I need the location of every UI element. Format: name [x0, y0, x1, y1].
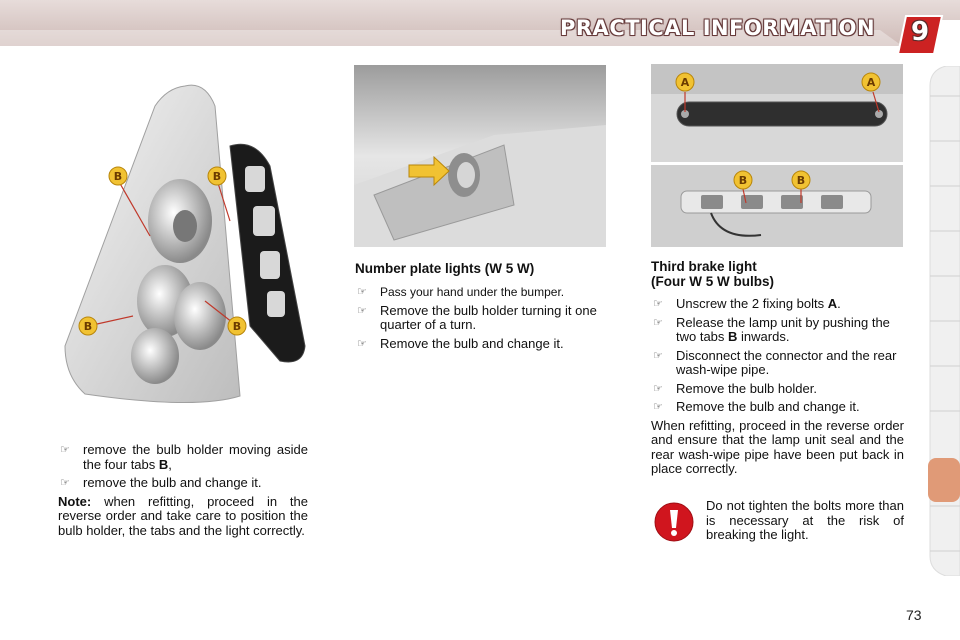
list-item: ☞ remove the bulb holder moving aside the four tabs B,	[60, 442, 308, 472]
list-item: ☞ Pass your hand under the bumper.	[357, 285, 565, 299]
chapter-number: 9	[910, 17, 930, 47]
list-item: ☞ Release the lamp unit by pushing the two tabs B inwards.	[653, 314, 890, 344]
middle-column-text	[355, 285, 607, 355]
number-plate-illustration	[354, 65, 606, 247]
list-item: ☞ Unscrew the 2 fixing bolts A.	[653, 296, 841, 311]
callout-label-a: A	[866, 76, 876, 89]
list-item: ☞ Remove the bulb and change it.	[357, 335, 564, 351]
callout-label-b: B	[212, 170, 222, 183]
callout-label-b: B	[796, 174, 806, 187]
callout-label-b: B	[113, 170, 123, 183]
brake-light-bolts-illustration	[651, 64, 903, 162]
warning-text: Do not tighten the bolts more than is necessary at the risk of breaking the light.	[706, 498, 904, 542]
exclamation-icon	[654, 502, 694, 542]
pointing-hand-icon: ☞	[60, 477, 70, 489]
page-title: PRACTICAL INFORMATION	[560, 16, 876, 40]
pointing-hand-icon: ☞	[653, 316, 663, 329]
list-item: ☞ Remove the bulb and change it.	[653, 399, 860, 414]
list-item: ☞ Remove the bulb holder.	[653, 380, 817, 396]
pointing-hand-icon: ☞	[60, 444, 70, 456]
note-label: Note:	[58, 493, 92, 509]
brake-light-tabs-illustration	[651, 165, 903, 247]
pointing-hand-icon: ☞	[357, 337, 367, 350]
rear-light-illustration	[55, 76, 327, 412]
note-paragraph: Note: when refitting, proceed in the reverse order and take care to position the bulb holder, the tabs and the light correctly.	[58, 493, 308, 538]
pointing-hand-icon: ☞	[653, 401, 663, 413]
pointing-hand-icon: ☞	[357, 304, 367, 317]
right-column-text	[651, 297, 904, 477]
pointing-hand-icon: ☞	[653, 382, 663, 395]
pointing-hand-icon: ☞	[653, 349, 663, 362]
pointing-hand-icon: ☞	[653, 298, 663, 310]
callout-label-b: B	[738, 174, 748, 187]
number-plate-heading: Number plate lights (W 5 W)	[355, 261, 535, 276]
list-item: ☞ Disconnect the connector and the rear wash-wipe pipe.	[653, 347, 897, 377]
active-chapter-tab	[928, 458, 960, 502]
third-brake-light-heading: Third brake light (Four W 5 W bulbs)	[651, 259, 774, 289]
callout-label-a: A	[680, 76, 690, 89]
list-item: ☞ Remove the bulb holder turning it one quarter of a turn.	[357, 302, 597, 332]
page-number: 73	[906, 607, 922, 623]
left-column-text	[58, 443, 308, 538]
pointing-hand-icon: ☞	[357, 286, 367, 298]
list-item: ☞ remove the bulb and change it.	[60, 475, 262, 490]
chapter-tabs	[926, 66, 960, 576]
refit-paragraph: When refitting, proceed in the reverse order and ensure that the lamp unit seal and the rear wash-wipe pipe have been put back in place correctly.	[651, 417, 904, 476]
callout-label-b: B	[232, 320, 242, 333]
callout-label-b: B	[83, 320, 93, 333]
